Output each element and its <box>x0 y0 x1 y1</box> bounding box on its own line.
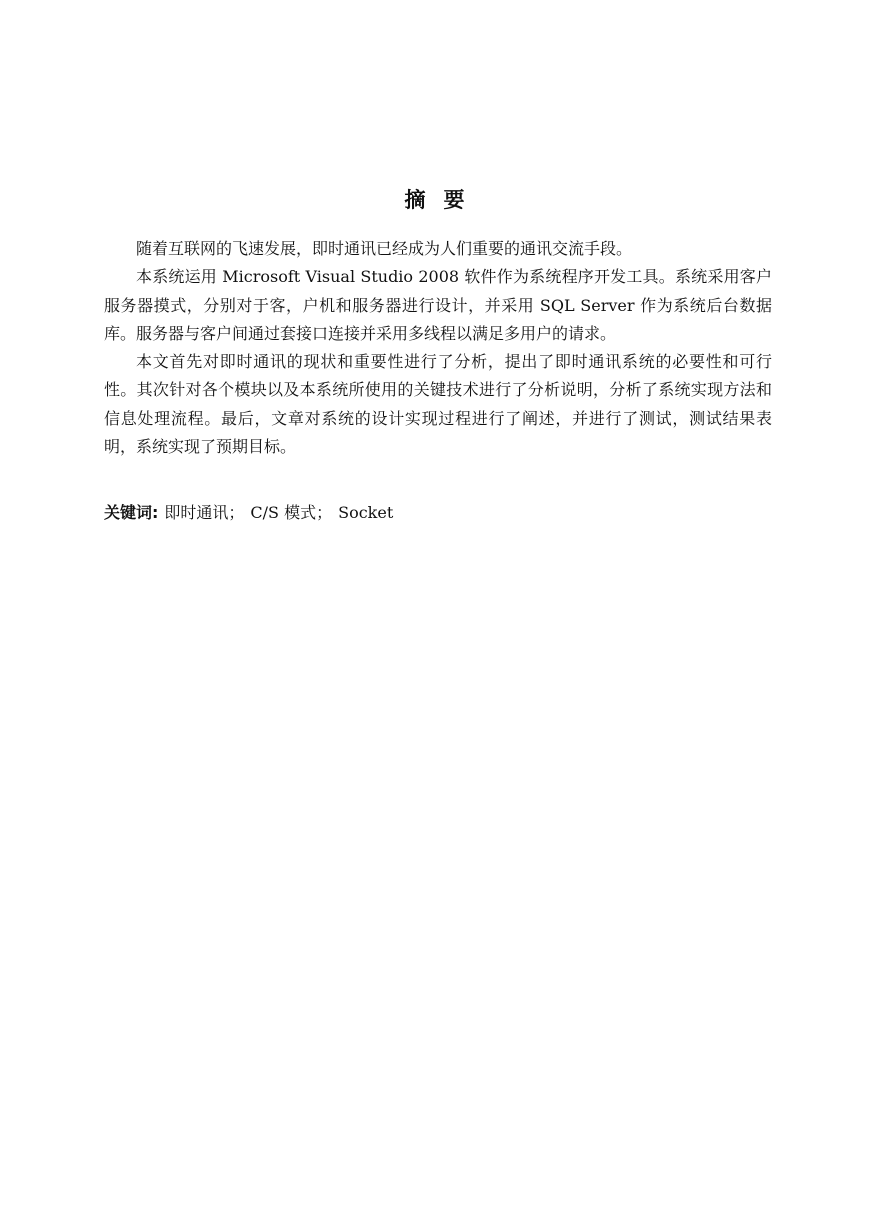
keyword-item-1: 即时通讯； <box>164 503 245 522</box>
abstract-paragraph-1: 随着互联网的飞速发展，即时通讯已经成为人们重要的通讯交流手段。 <box>136 239 633 258</box>
abstract-body <box>104 235 772 461</box>
title-char-2: 要 <box>443 188 465 212</box>
keyword-item-3: Socket <box>338 503 394 522</box>
keywords-label: 关键词: <box>104 503 159 522</box>
abstract-paragraph-3: 本文首先对即时通讯的现状和重要性进行了分析，提出了即时通讯系统的必要性和可行性。其次针对各个模块以及本系统所使用的关键技术进行了分析说明，分析了系统实现方法和信息处理流程。最后，文章对系统的设计实现过程进行了阐述，并进行了测试，测试结果表明，系统实现了预期目标。 <box>104 352 772 457</box>
title-char-1: 摘 <box>404 188 426 212</box>
abstract-paragraph-2: 本系统运用 Microsoft Visual Studio 2008 软件作为系统程序开发工具。系统采用客户服务器摸式，分别对于客，户机和服务器进行设计，并采用 SQL Server 作为系统后台数据库。服务器与客户间通过套接口连接并采用多线程以满足多用户的请求。 <box>104 267 772 343</box>
keyword-item-2: C/S 模式； <box>250 503 333 522</box>
page-title <box>0 184 869 216</box>
keywords-line <box>104 499 772 527</box>
